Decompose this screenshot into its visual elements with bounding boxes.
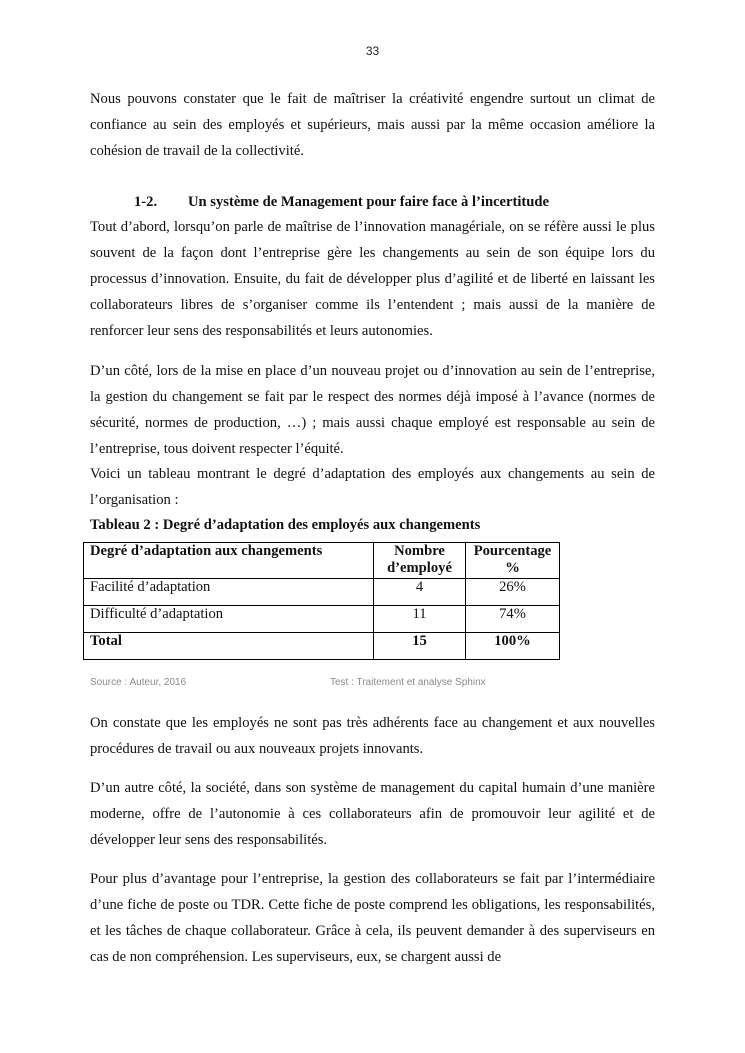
row-percent: 26%: [466, 579, 560, 606]
page-number: 33: [365, 44, 380, 58]
table-total-row: [84, 633, 560, 660]
header-degre: Degré d’adaptation aux changements: [84, 543, 374, 579]
paragraph-innovation-manageriale: Tout d’abord, lorsqu’on parle de maîtrise de l’innovation managériale, on se réfère aussi le plus souvent de la façon dont l’entreprise gère les changements au sein de son équipe lors du processus d’innovation. Ensuite, du fait de développer plus d’agilité et de liberté en laissant les collaborateurs libres de s’organiser comme ils l’entendent ; mais aussi de la manière de renforcer leur sens des responsabilités et leurs autonomies.: [90, 219, 655, 339]
row-count: 4: [374, 579, 466, 606]
total-label: Total: [84, 633, 374, 660]
total-percent: 100%: [466, 633, 560, 660]
row-count: 11: [374, 606, 466, 633]
row-label: Facilité d’adaptation: [84, 579, 374, 606]
paragraph-gestion-changement: D’un côté, lors de la mise en place d’un nouveau projet ou d’innovation au sein de l’entreprise, la gestion du changement se fait par le respect des normes déjà imposé à l’avance (normes de sécurité, normes de production, …) ; mais aussi chaque employé est responsable au sein de l’entreprise, tous doivent respecter l’équité.: [90, 363, 655, 457]
header-nombre: Nombre d’employé: [374, 543, 466, 579]
paragraph-creativite: Nous pouvons constater que le fait de maîtriser la créativité engendre surtout un climat de confiance au sein des employés et supérieurs, mais aussi par la même occasion améliore la cohésion de travail de la collectivité.: [90, 91, 655, 159]
section-title: Un système de Management pour faire face à l’incertitude: [188, 194, 549, 210]
test-note: Test : Traitement et analyse Sphinx: [330, 677, 486, 688]
row-percent: 74%: [466, 606, 560, 633]
section-number: 1-2.: [134, 194, 158, 210]
table-header-row: [84, 543, 560, 579]
paragraph-intro-tableau: Voici un tableau montrant le degré d’adaptation des employés aux changements au sein de l’organisation :: [90, 466, 655, 508]
paragraph-constat: On constate que les employés ne sont pas très adhérents face au changement et aux nouvelles procédures de travail ou aux nouveaux projets innovants.: [90, 715, 655, 757]
paragraph-autonomie: D’un autre côté, la société, dans son système de management du capital humain d’une manière moderne, offre de l’autonomie à ces collaborateurs afin de promouvoir leur agilité et de développer leur sens des responsabilités.: [90, 780, 655, 848]
table-row: [84, 606, 560, 633]
total-count: 15: [374, 633, 466, 660]
source-note: Source : Auteur, 2016: [90, 677, 187, 688]
table-row: [84, 579, 560, 606]
table-caption: Tableau 2 : Degré d’adaptation des employés aux changements: [90, 517, 481, 533]
section-heading: [134, 194, 549, 211]
row-label: Difficulté d’adaptation: [84, 606, 374, 633]
header-pourcentage: Pourcentage %: [466, 543, 560, 579]
paragraph-fiche-poste: Pour plus d’avantage pour l’entreprise, la gestion des collaborateurs se fait par l’intermédiaire d’une fiche de poste ou TDR. Cette fiche de poste comprend les obligations, les responsabilités, et les tâches de chaque collaborateur. Grâce à cela, ils peuvent demander à des superviseurs en cas de non compréhension. Les superviseurs, eux, se chargent aussi de: [90, 871, 655, 965]
adaptation-table: [83, 542, 560, 660]
